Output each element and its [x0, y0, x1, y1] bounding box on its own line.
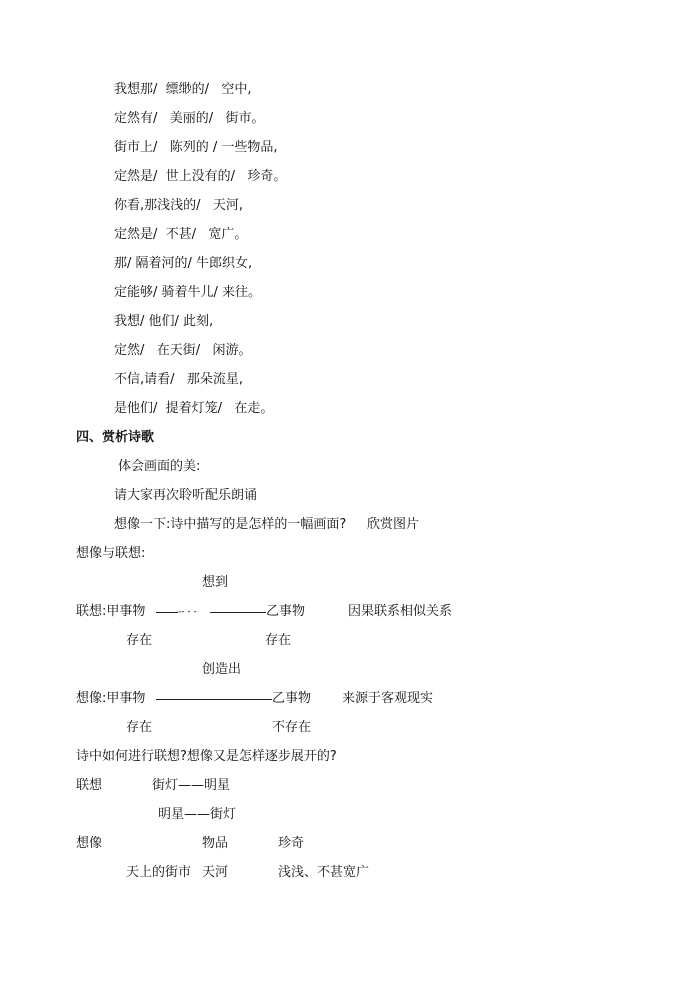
section-heading: 四、赏析诗歌 [76, 430, 155, 445]
analysis-pair: 明星——街灯 [158, 807, 237, 822]
analysis-col: 物品 [202, 836, 229, 851]
association-left-state: 存在 [126, 633, 153, 648]
association-dashes: -- - - [178, 607, 197, 617]
imagination-left-state: 存在 [126, 720, 153, 735]
association-relation: 因果联系相似关系 [348, 604, 453, 619]
instruction-text: 想像一下:诗中描写的是怎样的一幅画面? [114, 517, 347, 532]
association-above-label: 想到 [202, 575, 229, 590]
imagination-rule [156, 699, 272, 700]
poem-line: 定然有/ 美丽的/ 街市。 [114, 111, 265, 126]
poem-line: 那/ 隔着河的/ 牛郎织女, [114, 256, 253, 271]
poem-line: 你看,那浅浅的/ 天河, [114, 198, 244, 213]
poem-line: 不信,请看/ 那朵流星, [114, 372, 244, 387]
association-label: 联想:甲事物 [76, 604, 146, 619]
instruction-text: 请大家再次聆听配乐朗诵 [114, 488, 258, 503]
association-right-state: 存在 [265, 633, 292, 648]
imagination-label: 想像:甲事物 [76, 691, 146, 706]
association-rule [210, 612, 266, 613]
analysis-cell: 天河 [202, 865, 229, 880]
poem-line: 我想/ 他们/ 此刻, [114, 314, 214, 329]
imagination-above-label: 创造出 [202, 662, 242, 677]
poem-line: 定然是/ 世上没有的/ 珍奇。 [114, 169, 287, 184]
poem-line: 定然/ 在天街/ 闲游。 [114, 343, 252, 358]
imagination-target: 乙事物 [272, 691, 312, 706]
poem-line: 我想那/ 缥缈的/ 空中, [114, 82, 252, 97]
poem-line: 街市上/ 陈列的 / 一些物品, [114, 140, 278, 155]
xiangxiang-label: 想像 [76, 836, 103, 851]
analysis-cell: 天上的街市 [126, 865, 192, 880]
imagination-title: 想像与联想: [76, 546, 146, 561]
analysis-pair: 街灯——明星 [152, 778, 231, 793]
imagination-relation: 来源于客观现实 [342, 691, 434, 706]
imagination-right-state: 不存在 [272, 720, 312, 735]
analysis-col: 珍奇 [278, 836, 305, 851]
poem-line: 是他们/ 提着灯笼/ 在走。 [114, 401, 274, 416]
association-target: 乙事物 [266, 604, 306, 619]
instruction-extra: 欣赏图片 [367, 517, 420, 532]
poem-line: 定然是/ 不甚/ 宽广。 [114, 227, 248, 242]
poem-line: 定能够/ 骑着牛儿/ 来往。 [114, 285, 262, 300]
analysis-cell: 浅浅、不甚宽广 [278, 865, 370, 880]
lianxiang-label: 联想 [76, 778, 103, 793]
subheading: 体会画面的美: [118, 459, 201, 474]
association-rule [156, 612, 178, 613]
question-text: 诗中如何进行联想?想像又是怎样逐步展开的? [76, 749, 337, 764]
